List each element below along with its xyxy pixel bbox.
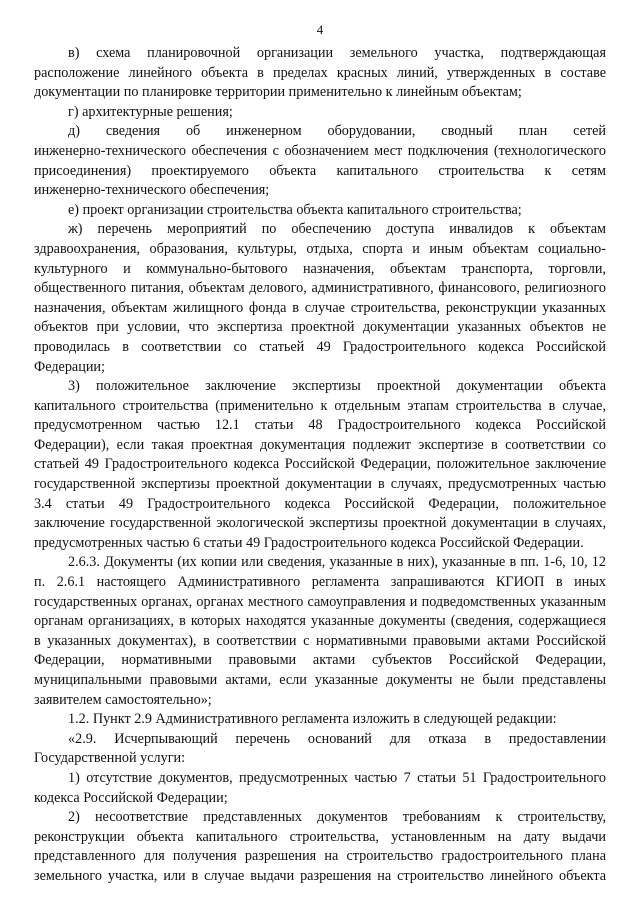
text-line: Федерации), если такая проектная документация подлежит экспертизе в соответствии со (34, 436, 606, 453)
text-line: инженерно-технического обеспечения с обозначением мест подключения (технологического (34, 142, 606, 159)
text-line: земельного участка, или в случае выдачи разрешения на строительство линейного объекта (34, 867, 606, 884)
text-line: реконструкции объекта капитального строительства, установленным на дату выдачи (34, 828, 606, 845)
text-line: здравоохранения, образования, культуры, отдыха, спорта и иным объектам социально- (34, 240, 606, 257)
text-line: в указанных документах), в соответствии с нормативными правовыми актами Российской (34, 632, 606, 649)
text-line: 3) положительное заключение экспертизы проектной документации объекта (68, 378, 606, 395)
text-line: заявителем самостоятельно»; (34, 691, 212, 708)
text-line: предусмотренном частью 12.1 статьи 48 Градостроительного кодекса Российской (34, 417, 606, 434)
text-line: предусмотренных частью 6 статьи 49 Градостроительного кодекса Российской Федерации. (34, 534, 584, 551)
text-line: Федерации, нормативными правовыми актами субъектов Российской Федерации, (34, 652, 606, 669)
text-line: п. 2.6.1 настоящего Административного регламента запрашиваются КГИОП в иных (34, 574, 606, 591)
text-line: проводилась в соответствии со статьей 49 Градостроительного кодекса Российской (34, 338, 606, 355)
text-line: 1.2. Пункт 2.9 Административного регламента изложить в следующей редакции: (68, 711, 557, 728)
text-line: государственных органах, органах местного самоуправления и подведомственных указанным (34, 593, 606, 610)
text-line: 1) отсутствие документов, предусмотренных частью 7 статьи 51 Градостроительного (68, 769, 606, 786)
text-line: 2) несоответствие представленных документов требованиям к строительству, (68, 809, 606, 826)
text-line: ж) перечень мероприятий по обеспечению доступа инвалидов к объектам (68, 221, 606, 238)
text-line: е) проект организации строительства объекта капитального строительства; (68, 201, 522, 218)
text-line: муниципальными правовыми актами, если указанные документы не были представлены (34, 672, 606, 688)
text-line: заключение государственной экологической экспертизы проектной документации в случаях, (34, 515, 606, 532)
text-line: культурного и коммунально-бытового назначения, объектам транспорта, торговли, (34, 260, 606, 277)
document-body (34, 44, 606, 887)
text-line: г) архитектурные решения; (68, 103, 233, 120)
text-line: капитального строительства (применительно к отдельным этапам строительства в случае, (34, 397, 606, 414)
text-line: расположение линейного объекта в пределах красных линий, утвержденных в составе (34, 64, 606, 81)
text-line: представленного для получения разрешения на строительство градостроительного плана (34, 848, 606, 865)
text-line: назначения, объектам жилищного фонда в случае строительства, реконструкции указанных (34, 299, 606, 316)
text-line: Государственной услуги: (34, 750, 186, 767)
page-number: 4 (316, 22, 324, 37)
text-line: 2.6.3. Документы (их копии или сведения, указанные в них), указанные в пп. 1-6, 10, 12 (68, 554, 606, 571)
text-line: присоединения) проектируемого объекта капитального строительства к сетям (34, 162, 606, 179)
text-line: «2.9. Исчерпывающий перечень оснований для отказа в предоставлении (68, 730, 606, 747)
text-line: объектов при условии, что экспертиза проектной документации указанных объектов не (34, 319, 606, 336)
text-line: статьей 49 Градостроительного кодекса Российской Федерации, положительное заключение (34, 456, 606, 473)
text-line: кодекса Российской Федерации; (34, 789, 228, 806)
text-line: общественного питания, объектам делового, административного, финансового, религиозного (34, 280, 606, 297)
text-line: 3.4 статьи 49 Градостроительного кодекса Российской Федерации, положительное (34, 495, 606, 512)
text-line: д) сведения об инженерном оборудовании, сводный план сетей (68, 123, 606, 140)
text-line: в) схема планировочной организации земельного участка, подтверждающая (68, 45, 606, 61)
text-line: государственной экспертизы проектной документации в случаях, предусмотренных частью (34, 476, 606, 493)
text-line: органам организациях, в которых находятся указанные документы (сведения, содержащиеся (34, 613, 606, 630)
text-line: Федерации; (34, 358, 105, 375)
text-line: документации по планировке территории применительно к линейным объектам; (34, 84, 522, 101)
text-line: инженерно-технического обеспечения; (34, 182, 270, 199)
